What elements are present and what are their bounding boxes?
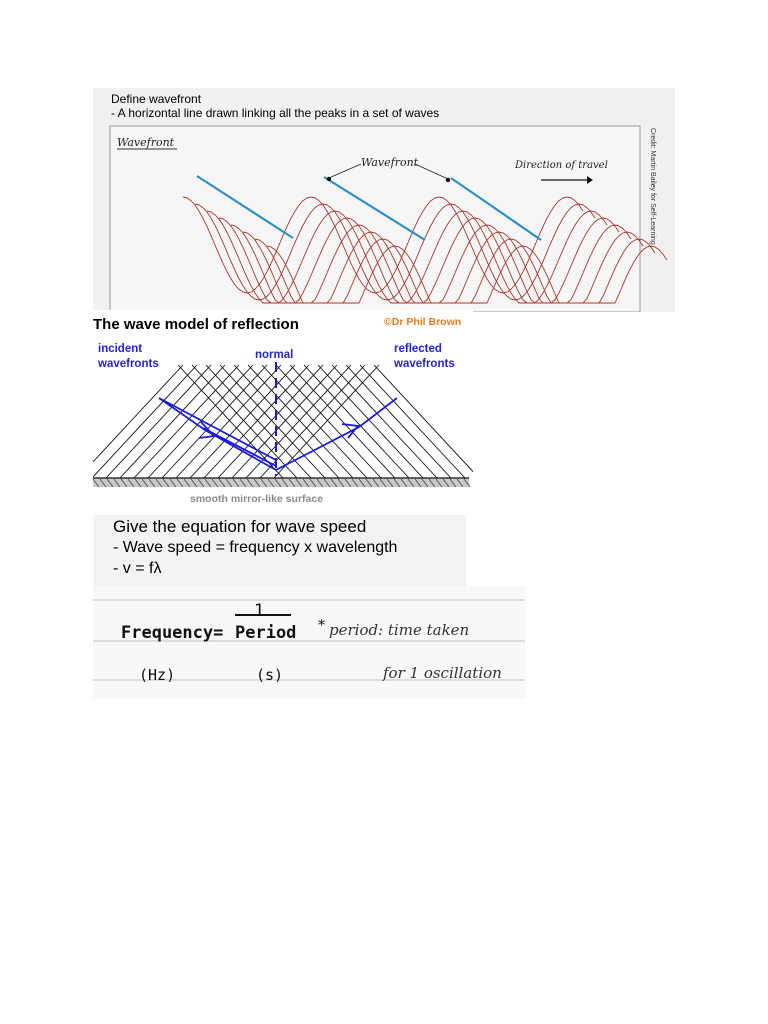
incident-wavefront — [232, 365, 337, 478]
incident-wavefront — [120, 365, 225, 478]
wavefront-definition: - A horizontal line drawn linking all the peaks in a set of waves — [111, 106, 440, 120]
wave-speed-section — [93, 515, 466, 588]
reflected-wavefront-lines — [178, 365, 473, 478]
reflected-wavefront — [262, 365, 367, 478]
wave-speed-question: Give the equation for wave speed — [113, 517, 367, 536]
credit-text: Credit: Martin Bailey for Self-Learning — [649, 128, 656, 245]
reflected-label-1: reflected — [394, 343, 442, 355]
incident-wavefront — [93, 365, 197, 478]
reflected-wavefront — [332, 365, 437, 478]
reflected-wavefront — [346, 365, 451, 478]
reflection-title: The wave model of reflection — [93, 316, 299, 333]
unit-s: (s) — [256, 666, 284, 684]
notes-paper — [93, 586, 525, 698]
incident-wavefront — [162, 365, 267, 478]
note-line-2: for 1 oscillation — [383, 664, 502, 682]
reflected-wavefront — [234, 365, 339, 478]
sketch-frame — [110, 126, 640, 312]
normal-label: normal — [255, 349, 294, 361]
incident-wavefront — [190, 365, 295, 478]
reflected-wavefront — [318, 365, 423, 478]
incident-wavefront — [218, 365, 323, 478]
surface-label: smooth mirror-like surface — [190, 493, 324, 505]
wavefront-label: Wavefront — [361, 156, 419, 169]
sketch-title: Wavefront — [117, 136, 175, 149]
reflected-label-2: wavefronts — [394, 358, 455, 370]
reflected-wavefront — [290, 365, 395, 478]
reflected-ray — [276, 398, 397, 470]
wave-speed-equation: - Wave speed = frequency x wavelength — [113, 539, 398, 556]
handwritten-notes — [93, 586, 525, 698]
reflected-wavefront — [304, 365, 409, 478]
reflection-section — [93, 310, 473, 515]
reflection-diagram — [93, 310, 473, 515]
incident-ray-lower — [203, 428, 276, 466]
incident-label-2: wavefronts — [98, 358, 159, 370]
incident-wavefront — [93, 365, 183, 478]
note-line-1: period: time taken — [329, 621, 470, 639]
copyright-text: ©Dr Phil Brown — [384, 316, 462, 328]
wavefront-sketch — [93, 88, 675, 312]
note-star: * — [317, 616, 327, 634]
incident-wavefront — [148, 365, 253, 478]
incident-wavefront — [106, 365, 211, 478]
wavefront-section — [93, 88, 675, 312]
reflected-wavefront — [360, 365, 465, 478]
fraction-numerator: 1 — [254, 601, 265, 621]
reflected-wavefront — [220, 365, 325, 478]
period-word: Period — [235, 623, 297, 643]
wave-speed-symbols: - v = fλ — [113, 560, 162, 577]
frequency-word: Frequency= — [121, 623, 224, 643]
unit-hz: (Hz) — [139, 666, 176, 684]
reflected-wavefront — [374, 365, 473, 478]
incident-label-1: incident — [98, 343, 143, 355]
incident-wavefront — [274, 365, 379, 478]
reflected-wavefront — [192, 365, 297, 478]
reflected-wavefront — [248, 365, 353, 478]
incident-wavefront — [134, 365, 239, 478]
wavefront-heading: Define wavefront — [111, 92, 202, 106]
direction-label: Direction of travel — [515, 160, 608, 171]
